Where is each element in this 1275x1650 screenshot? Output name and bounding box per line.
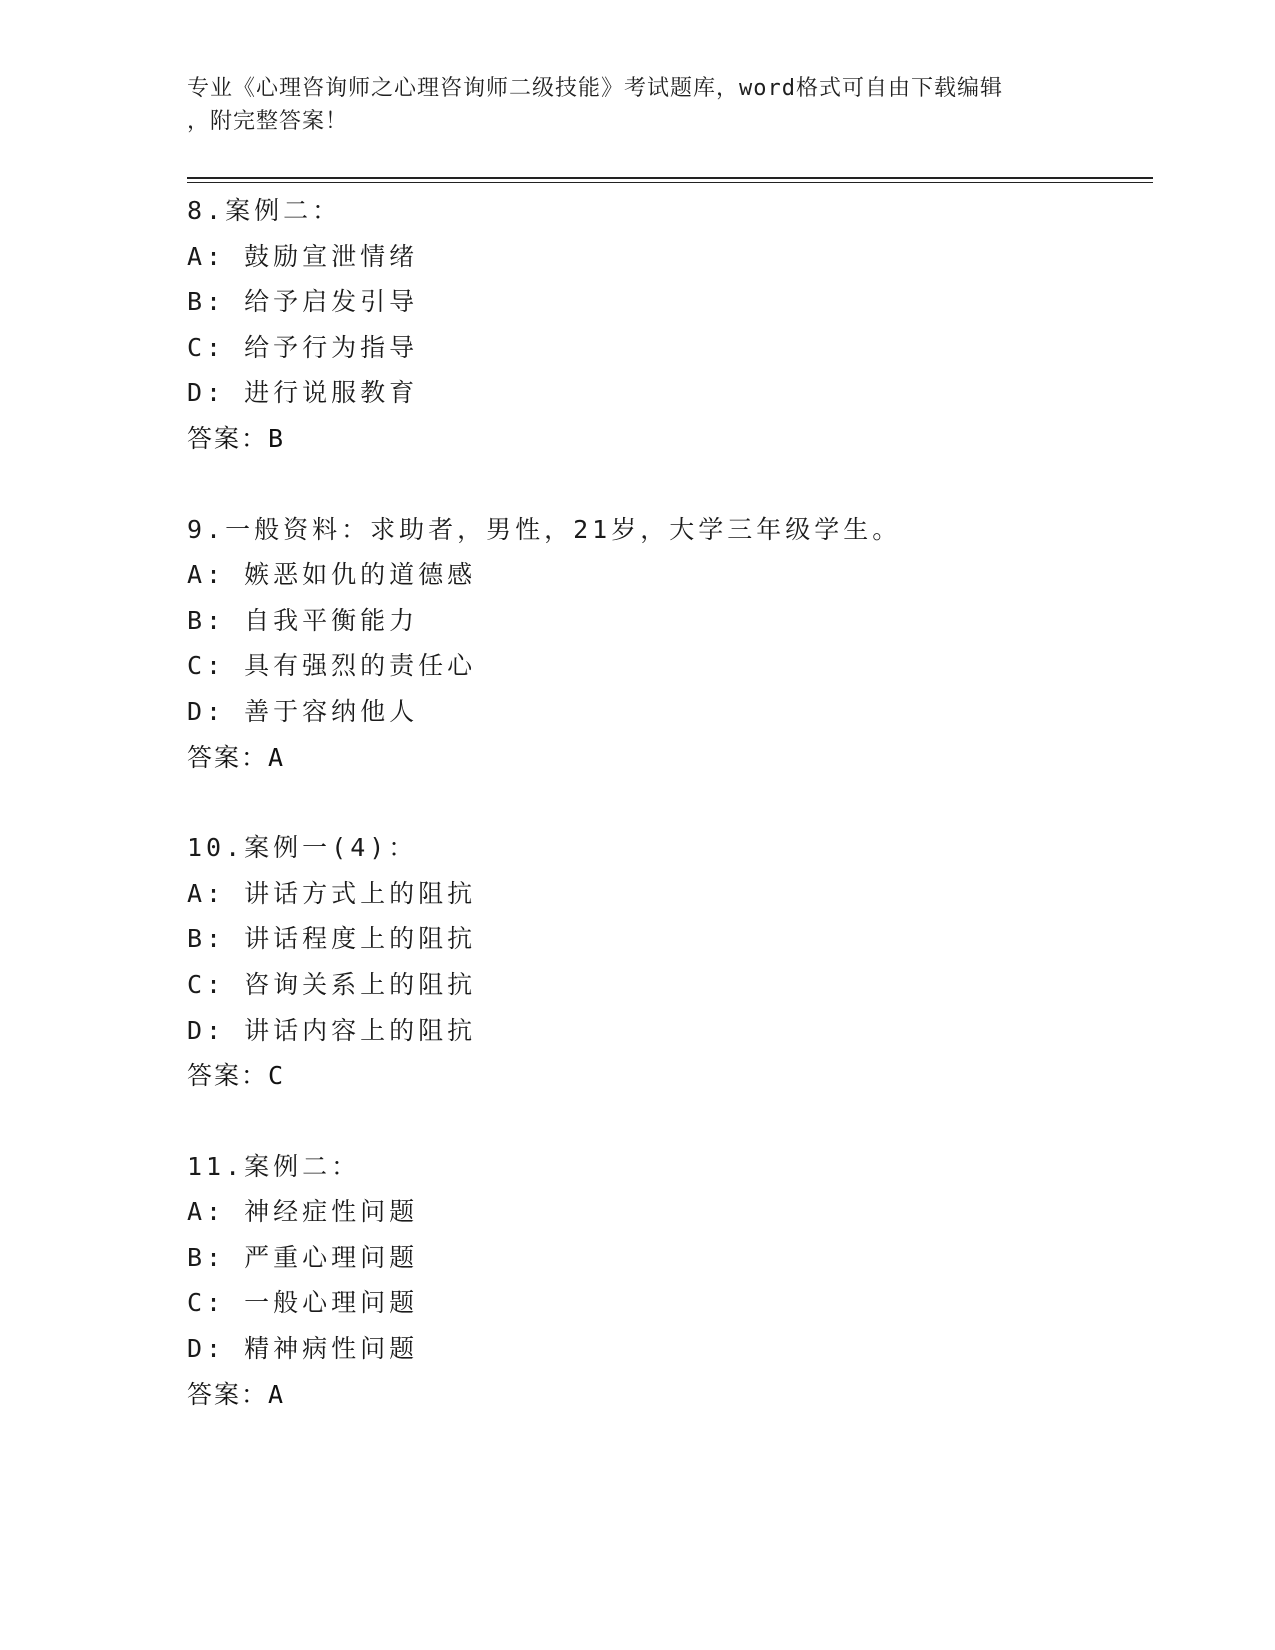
answer-label: 答案：: [187, 742, 269, 772]
answer-value: A: [268, 742, 286, 772]
answer-line: [187, 1053, 1087, 1099]
answer-line: [187, 735, 1087, 781]
answer-label: 答案：: [187, 1379, 269, 1409]
question-stem: 11.案例二：: [187, 1151, 361, 1181]
option-a: A: 神经症性问题: [187, 1197, 419, 1227]
option-c: C: 给予行为指导: [187, 332, 419, 362]
question-8: [187, 188, 1087, 462]
option-b: B: 给予启发引导: [187, 287, 419, 317]
answer-line: [187, 416, 1087, 462]
header-line-2: ，附完整答案！: [187, 109, 349, 134]
answer-label: 答案：: [187, 423, 269, 453]
option-d: D: 善于容纳他人: [187, 696, 419, 726]
question-9: [187, 507, 1087, 781]
answer-value: B: [268, 423, 286, 453]
option-c: C: 咨询关系上的阻抗: [187, 969, 477, 999]
answer-value: A: [268, 1379, 286, 1409]
question-stem: 9.一般资料：求助者，男性，21岁，大学三年级学生。: [187, 514, 902, 544]
question-stem: 8.案例二：: [187, 196, 342, 225]
option-d: D: 精神病性问题: [187, 1334, 419, 1364]
question-11: [187, 1144, 1087, 1418]
answer-label: 答案：: [187, 1061, 269, 1091]
option-b: B: 自我平衡能力: [187, 605, 419, 635]
header-divider-thick: [187, 177, 1153, 179]
question-stem: 10.案例一(4)：: [187, 833, 418, 863]
header-line-1: 专业《心理咨询师之心理咨询师二级技能》考试题库，word格式可自由下载编辑: [187, 76, 1003, 101]
option-a: A: 鼓励宣泄情绪: [187, 241, 419, 271]
question-list: [187, 188, 1087, 1417]
option-c: C: 具有强烈的责任心: [187, 651, 477, 681]
answer-value: C: [268, 1061, 286, 1091]
option-b: B: 讲话程度上的阻抗: [187, 924, 477, 954]
question-10: [187, 825, 1087, 1099]
option-d: D: 进行说服教育: [187, 378, 419, 408]
header-divider-thin: [187, 182, 1153, 183]
option-d: D: 讲话内容上的阻抗: [187, 1015, 477, 1045]
document-header: [187, 72, 1067, 138]
option-a: A: 讲话方式上的阻抗: [187, 878, 477, 908]
option-c: C: 一般心理问题: [187, 1288, 419, 1318]
option-a: A: 嫉恶如仇的道德感: [187, 560, 477, 590]
option-b: B: 严重心理问题: [187, 1242, 419, 1272]
answer-line: [187, 1372, 1087, 1418]
